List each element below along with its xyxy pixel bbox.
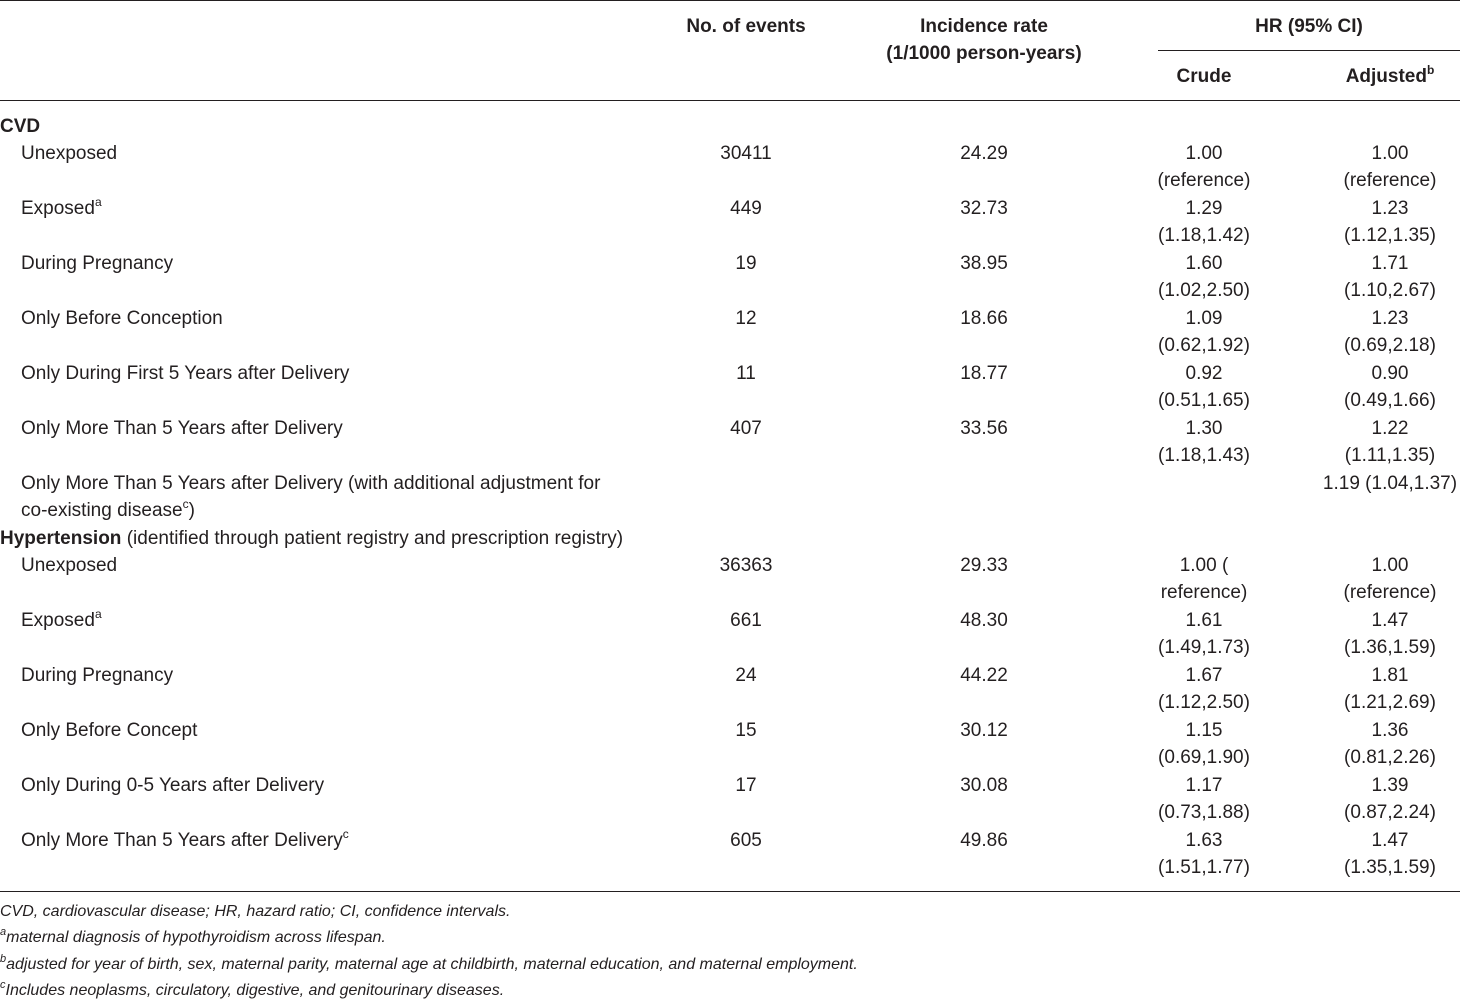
adjusted-hr-cell: (1.12,1.35)	[1344, 225, 1436, 246]
row-label-sup: a	[94, 195, 102, 209]
crude-hr-cell: 1.67	[1185, 665, 1223, 686]
crude-hr-cell: 1.61	[1185, 610, 1223, 631]
crude-hr-cell: 1.15	[1185, 720, 1223, 741]
row-label	[21, 717, 197, 744]
adjusted-hr-cell: 1.19 (1.04,1.37)	[1322, 473, 1458, 494]
adjusted-hr-cell: (1.10,2.67)	[1344, 280, 1436, 301]
rate-cell: 24.29	[960, 143, 1008, 164]
adjusted-hr-cell: 1.81	[1371, 665, 1409, 686]
events-cell: 36363	[719, 555, 773, 576]
rate-cell: 29.33	[960, 555, 1008, 576]
footnote	[0, 899, 510, 925]
adjusted-hr-cell: (0.49,1.66)	[1344, 390, 1436, 411]
adjusted-hr-cell: (1.11,1.35)	[1344, 445, 1436, 466]
crude-hr-cell: (0.73,1.88)	[1158, 802, 1250, 823]
events-cell: 449	[730, 198, 762, 219]
rate-cell: 38.95	[960, 253, 1008, 274]
rate-cell: 30.12	[960, 720, 1008, 741]
adjusted-hr-cell: (1.21,2.69)	[1344, 692, 1436, 713]
crude-hr-cell: (1.51,1.77)	[1158, 857, 1250, 878]
crude-hr-cell: (0.51,1.65)	[1158, 390, 1250, 411]
adjusted-hr-cell: (1.36,1.59)	[1344, 637, 1436, 658]
table-bottom-rule	[0, 891, 1460, 892]
header-bottom-rule	[0, 100, 1460, 101]
adjusted-hr-cell: 0.90	[1371, 363, 1409, 384]
row-label	[21, 195, 102, 224]
events-cell: 17	[735, 775, 757, 796]
row-label	[21, 607, 102, 636]
row-label	[21, 360, 349, 387]
crude-hr-cell: 0.92	[1185, 363, 1223, 384]
row-label	[21, 305, 223, 332]
hr-subheader-rule	[1158, 50, 1460, 51]
adjusted-hr-cell: 1.47	[1371, 610, 1409, 631]
row-label	[21, 827, 349, 856]
events-cell: 24	[735, 665, 757, 686]
row-label-text: During Pregnancy	[21, 665, 174, 686]
adjusted-hr-cell: 1.39	[1371, 775, 1409, 796]
row-label	[21, 140, 117, 167]
row-label-line2-sup: c	[182, 497, 189, 511]
adjusted-hr-cell: 1.00	[1371, 143, 1409, 164]
footnote	[0, 925, 386, 952]
crude-hr-cell: (0.62,1.92)	[1158, 335, 1250, 356]
row-label-text: Only During First 5 Years after Delivery	[21, 363, 350, 384]
section-title-label: CVD	[0, 116, 41, 137]
footnote-sup: c	[0, 979, 6, 991]
crude-hr-cell: 1.00 (	[1179, 555, 1229, 576]
adjusted-hr-cell: 1.00	[1371, 555, 1409, 576]
header-rate-line2: (1/1000 person-years)	[886, 43, 1082, 64]
footnote	[0, 978, 504, 1005]
rate-cell: 44.22	[960, 665, 1008, 686]
events-cell: 661	[730, 610, 762, 631]
row-label-text: Unexposed	[21, 143, 118, 164]
row-label-text: Exposed	[21, 610, 95, 631]
crude-hr-cell: (1.18,1.42)	[1158, 225, 1250, 246]
crude-hr-cell: (1.18,1.43)	[1158, 445, 1250, 466]
row-label-text: Exposed	[21, 198, 95, 219]
row-label-text: During Pregnancy	[21, 253, 174, 274]
adjusted-hr-cell: (reference)	[1343, 170, 1437, 191]
section-title	[0, 525, 623, 552]
adjusted-hr-cell: (0.69,2.18)	[1344, 335, 1436, 356]
adjusted-hr-cell: (reference)	[1343, 582, 1437, 603]
footnote-sup: a	[0, 926, 7, 938]
footnote-text: CVD, cardiovascular disease; HR, hazard ratio; CI, confidence intervals.	[0, 903, 511, 920]
crude-hr-cell: 1.17	[1185, 775, 1223, 796]
row-label-text: Only Before Concept	[21, 720, 198, 741]
events-cell: 15	[735, 720, 757, 741]
rate-cell: 18.77	[960, 363, 1008, 384]
events-cell: 30411	[720, 143, 772, 164]
row-label-line1: Only More Than 5 Years after Delivery (with additional adjustment for	[21, 473, 601, 494]
footnote-sup: b	[0, 953, 7, 965]
header-hr: HR (95% CI)	[1255, 16, 1363, 37]
adjusted-hr-cell: (0.87,2.24)	[1344, 802, 1436, 823]
adjusted-hr-cell: (1.35,1.59)	[1344, 857, 1436, 878]
rate-cell: 49.86	[960, 830, 1008, 851]
footnote-text: adjusted for year of birth, sex, maternal parity, maternal age at childbirth, maternal education, and maternal employment.	[6, 956, 858, 973]
crude-hr-cell: 1.60	[1185, 253, 1223, 274]
rate-cell: 18.66	[960, 308, 1008, 329]
row-label	[21, 250, 173, 277]
events-cell: 12	[735, 308, 757, 329]
row-label-line2	[21, 497, 195, 526]
row-label	[21, 415, 343, 442]
section-title	[0, 113, 40, 140]
adjusted-hr-cell: 1.47	[1371, 830, 1409, 851]
crude-hr-cell: (reference)	[1157, 170, 1251, 191]
adjusted-hr-cell: 1.71	[1371, 253, 1409, 274]
events-cell: 407	[730, 418, 762, 439]
row-label-text: Unexposed	[21, 555, 118, 576]
footnote	[0, 952, 858, 979]
row-label	[21, 552, 117, 579]
adjusted-hr-cell: 1.22	[1371, 418, 1409, 439]
header-adjusted-label: Adjusted	[1345, 66, 1427, 87]
crude-hr-cell: 1.00	[1185, 143, 1223, 164]
row-label-text: Only Before Conception	[21, 308, 223, 329]
row-label-line2-text: co-existing disease	[21, 500, 183, 521]
footnote-text: Includes neoplasms, circulatory, digestive, and genitourinary diseases.	[5, 982, 505, 999]
row-label-text: Only During 0-5 Years after Delivery	[21, 775, 325, 796]
section-title-label: Hypertension	[0, 528, 122, 549]
adjusted-hr-cell: (0.81,2.26)	[1344, 747, 1436, 768]
rate-cell: 33.56	[960, 418, 1008, 439]
table-top-rule	[0, 0, 1460, 1]
crude-hr-cell: (0.69,1.90)	[1158, 747, 1250, 768]
events-cell: 605	[730, 830, 762, 851]
row-label-sup: a	[94, 607, 102, 621]
row-label	[21, 772, 324, 799]
header-adjusted	[1290, 63, 1460, 92]
header-crude: Crude	[1176, 66, 1232, 87]
rate-cell: 48.30	[960, 610, 1008, 631]
header-events: No. of events	[686, 16, 806, 37]
crude-hr-cell: (1.12,2.50)	[1158, 692, 1250, 713]
header-adjusted-sup: b	[1426, 63, 1435, 77]
row-label	[21, 662, 173, 689]
crude-hr-cell: (1.49,1.73)	[1158, 637, 1250, 658]
adjusted-hr-cell: 1.36	[1371, 720, 1409, 741]
row-label-line2-end: )	[188, 500, 195, 521]
adjusted-hr-cell: 1.23	[1371, 308, 1409, 329]
rate-cell: 30.08	[960, 775, 1008, 796]
events-cell: 11	[736, 363, 756, 384]
crude-hr-cell: 1.29	[1185, 198, 1223, 219]
events-cell: 19	[735, 253, 757, 274]
crude-hr-cell: 1.09	[1185, 308, 1223, 329]
header-rate-line1: Incidence rate	[920, 16, 1048, 37]
footnote-text: maternal diagnosis of hypothyroidism across lifespan.	[6, 929, 386, 946]
row-label-sup: c	[342, 827, 349, 841]
rate-cell: 32.73	[960, 198, 1008, 219]
crude-hr-cell: reference)	[1160, 582, 1248, 603]
row-label-text: Only More Than 5 Years after Delivery	[21, 418, 343, 439]
adjusted-hr-cell: 1.23	[1371, 198, 1409, 219]
crude-hr-cell: 1.30	[1185, 418, 1223, 439]
section-title-note: (identified through patient registry and prescription registry)	[121, 528, 624, 549]
crude-hr-cell: (1.02,2.50)	[1158, 280, 1250, 301]
crude-hr-cell: 1.63	[1185, 830, 1223, 851]
row-label-text: Only More Than 5 Years after Delivery	[21, 830, 343, 851]
